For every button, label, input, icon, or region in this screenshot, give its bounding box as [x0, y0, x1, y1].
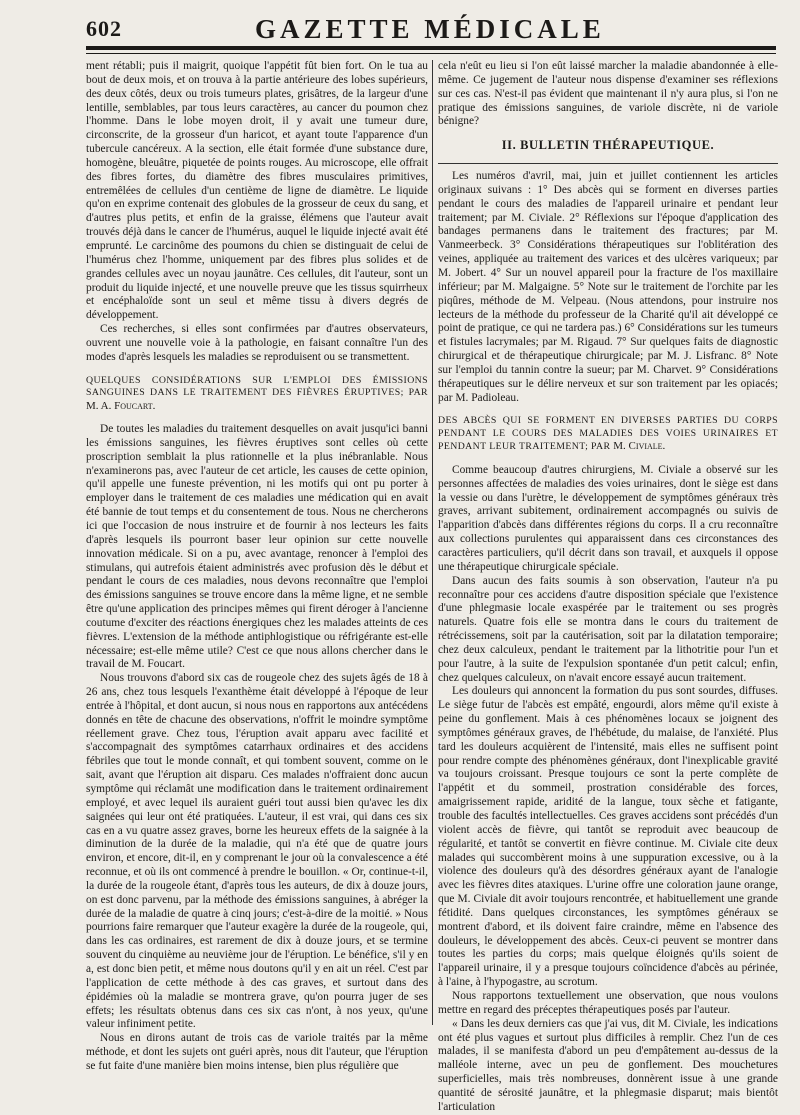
- paragraph: cela n'eût eu lieu si l'on eût laissé marcher la maladie abandonnée à elle-même. Ce jugement de l'auteur nous dispense d'examiner ses réflexions sur ces cas. N'est-il pas évident que maintenant il n'y aura plus, si l'on ne pratique des émissions sanguines, de variole discrète, ni de variole bénigne?: [438, 60, 778, 128]
- column-divider: [432, 60, 433, 1025]
- paragraph: Les numéros d'avril, mai, juin et juillet contiennent les articles originaux suivans : 1° Des abcès qui se forment en diverses parties pendant le cours des maladies de l'appareil urinaire et pendant leur traitement; par M. Civiale. 2° Réflexions sur l'époque d'application des bandages permanens dans le traitement des fractures; par M. Vanmeerbeck. 3° Considérations thérapeutiques sur l'oblitération des veines, appliquée au traitement des varices et des ulcères variqueux; par M. Jobert. 4° Sur un nouvel appareil pour la fracture de l'os maxillaire inférieur; par M. Malgaigne. 5° Note sur le traitement de l'orchite par les piqûres, méthode de M. Velpeau. (Nous attendons, pour instruire nos lecteurs de la méthode du professeur de la Charité qu'il ait développé ce point de pratique, ce qui ne tardera pas.) 6° Considérations sur les tumeurs et fistules lacrymales; par M. Rigaud. 7° Sur quelques faits de diagnostic chirurgical et de thérapeutique chirurgicale; par M. J. Lisfranc. 8° Note sur l'emploi du tannin contre la sueur; par M. Charvet. 9° Considérations thérapeutiques sur le délire nerveux et sur son traitement par les opiacés; par M. Padioleau.: [438, 170, 778, 404]
- paragraph: « Dans les deux derniers cas que j'ai vus, dit M. Civiale, les indications ont été plus vagues et surtout plus difficiles à remplir. Chez l'un de ces malades, il se manifesta d'abord un peu d'empâtement au-dessus de la malléole interne, avec un peu de gonflement. Des mouchetures superficielles, mais très nombreuses, donnèrent issue à une grande quantité de sérosité jaunâtre, et la phlegmasie disparut; mais bientôt l'articulation: [438, 1017, 778, 1113]
- paragraph: Nous trouvons d'abord six cas de rougeole chez des sujets âgés de 18 à 26 ans, chez tous lesquels l'exanthème était développé à l'époque de leur entrée à l'hôpital, et dont aucun, si nous nous en rapportons aux antécédens donnés en tête de chacune des observations, n'offrit le moindre symptôme réellement grave. Chez tous, l'éruption avait apparu avec facilité et s'accompagnait des symptômes catarrhaux ordinaires et des accidens fébriles que tout le monde connaît, et qui tombent souvent, comme on le sait, avant que l'éruption ait disparu. Ces malades n'offraient donc aucun symptôme qui réclamât une modification dans le traitement ordinairement employé, et avec lequel ils auraient guéri tout aussi bien qu'avec les dix saignées qui leur ont été pratiquées. L'auteur, il est vrai, qui dans ces six cas en a vu quatre assez graves, borne les heureux effets de la saignée à la diminution de la durée de la maladie, qui n'a été que de quatre jours environ, et encore, dit-il, en y comprenant le jour où la convalescence a été reconnue, et où ils ont commencé à prendre le bouillon. « Or, continue-t-il, la durée de la rougeole étant, d'après tous les auteurs, de dix à douze jours, on est donc parvenu, par la méthode des émissions sanguines, à abréger la durée de la maladie de quatre à cinq jours; c'est-à-dire de la moitié. » Nous pourrions faire remarquer que l'auteur exagère la durée de la rougeole, qui, dans les cas ordinaires, est rarement de dix à douze jours, et se termine souvent du cinquième au neuvième jour de l'éruption. Le bénéfice, s'il y en a, est donc bien petit, et même nous doutons qu'il y en ait un réel. C'est par l'application de cette méthode à des cas graves, et surtout dans des épidémies où la maladie se montrera grave, qu'on pourra juger de ses effets; les résultats obtenus dans ces six cas n'ont, à nos yeux, qu'une valeur infiniment petite.: [86, 672, 428, 1031]
- header-rule-thin: [86, 53, 776, 54]
- paragraph: Nous en dirons autant de trois cas de variole traités par la même méthode, et dont les sujets ont guéri après, nous dit l'auteur, que l'éruption se fut faite d'une manière bien moins intense, bien plus régulière que: [86, 1032, 428, 1072]
- article-author: M. A. Foucart.: [86, 399, 156, 412]
- section-heading: II. BULLETIN THÉRAPEUTIQUE.: [501, 138, 715, 153]
- header-rule-thick: [86, 46, 776, 50]
- article-heading-text: DES ABCÈS QUI SE FORMENT EN DIVERSES PARTIES DU CORPS PENDANT LE COURS DES MALADIES DES VOIES URINAIRES ET PENDANT LEUR TRAITEMENT; PAR: [438, 415, 778, 453]
- section-rule: [438, 163, 778, 164]
- paragraph: De toutes les maladies du traitement desquelles on avait jusqu'ici banni les émissions sanguines, les fièvres éruptives sont celles où cette proscription semblait la plus rationnelle et la plus inébranlable. Nous n'examinerons pas, avec l'auteur de cet article, les causes de cette opinion, qu'il appelle une funeste prévention, ni les motifs qui ont pu porter à employer dans le traitement de ces maladies une médication qui en avait été bannie de tout temps et du consentement de tous. Nous ne chercherons ici que l'occasion de nous instruire et de fournir à nos lecteurs les faits d'après lesquels ils pourront baser leur opinion sur cette nouvelle innovation médicale. Si on a pu, avec avantage, renoncer à l'emploi des stimulans, qui autrefois étaient administrés avec profusion dès le début et pendant le cours de ces maladies, nous devons reconnaître que l'emploi des émissions sanguines se trouve encore dans la même ligne, et ne semble être qu'une application des principes mêmes qui firent déroger à l'ancienne coutume d'exciter des réactions énergiques chez les malades atteints de ces fièvres. L'extension de la méthode antiphlogistique ou réfrigérante est-elle nécessaire; est-elle même utile? C'est ce que nous allons chercher dans le travail de M. Foucart.: [86, 423, 428, 671]
- page-number: 602: [86, 16, 122, 41]
- paragraph: Nous rapportons textuellement une observation, que nous voulons mettre en regard des préceptes thérapeutiques posés par l'auteur.: [438, 989, 778, 1016]
- article-heading: [86, 375, 428, 414]
- paragraph: Comme beaucoup d'autres chirurgiens, M. Civiale a observé sur les personnes affectées de maladies des voies urinaires, dont le siège est dans la vessie ou dans l'urètre, le développement de symptômes généraux très graves, arrivant subitement, ordinairement accompagnés ou suivis de l'apparition d'abcès dans différentes régions du corps. Il a cru reconnaître aux collections purulentes qui apparaissent dans ces circonstances des caractères particuliers, qu'il décrit dans son travail, et auxquels il oppose une thérapeutique chirurgicale spéciale.: [438, 463, 778, 573]
- article-heading-text: QUELQUES CONSIDÉRATIONS SUR L'EMPLOI DES ÉMISSIONS SANGUINES DANS LE TRAITEMENT DES FIÈVRES ÉRUPTIVES; PAR: [86, 374, 428, 399]
- paragraph: Ces recherches, si elles sont confirmées par d'autres observateurs, ouvrent une nouvelle voie à la pathologie, en faisant connaître l'un des modes d'après lesquels les maladies se reproduisent ou se transmettent.: [86, 323, 428, 363]
- left-column: [86, 60, 428, 1072]
- article-heading: [438, 415, 778, 454]
- journal-title: GAZETTE MÉDICALE: [255, 14, 605, 44]
- paragraph: Les douleurs qui annoncent la formation du pus sont sourdes, diffuses. Le siège futur de l'abcès est empâté, engourdi, alors même qu'il existe à peine du gonflement. Mais à ces phénomènes locaux se joignent des symptômes généraux graves, de l'hébétude, du malaise, de l'anxiété. Plus tard les douleurs acquièrent de l'intensité, mais elles ne suffisent point pour rendre compte des phénomènes généraux, dont l'inexplicable gravité va toujours croissant. Presque toujours ce sont la perte complète de l'appétit et du sommeil, prostration considérable des forces, amaigrissement rapide, aridité de la langue, toux sèche et fatigante, trouble des facultés intellectuelles. Ces graves accidens sont précédés d'un violent accès de fièvre, qui tantôt se reproduit avec beaucoup de régularité, et tantôt se convertit en fièvre continue. M. Civiale cite deux malades qui succombèrent moins à une suppuration excessive, ou à la violence des douleurs qu'à des désordres généraux ayant de l'analogie avec les fièvres dites ataxiques. L'urine offre une coloration jaune orange, que M. Civiale dit avoir toujours rencontrée, et habituellement une grande fétidité. Dans quelques circonstances, les symptômes généraux se montrent d'abord, et ils doivent faire craindre, même en l'absence des douleurs, le développement des abcès. Ceux-ci peuvent se montrer dans toutes les parties du corps; mais quelque éloignés qu'ils soient de l'appareil urinaire, il y a presque toujours coïncidence d'abcès au périnée, à l'aine, à l'hypogastre, au scrotum.: [438, 685, 778, 989]
- article-author: M. Civiale.: [613, 440, 666, 453]
- paragraph: ment rétabli; puis il maigrit, quoique l'appétit fût bien fort. On le tua au bout de deux mois, et on trouva à la partie antérieure des lobes supérieurs, des deux côtés, deux ou trois tumeurs plates, grisâtres, de la largeur d'une lentille, semblables, par tous leurs caractères, au cancer du poumon chez l'homme. Dans le lobe moyen droit, il y avait une tumeur dure, circonscrite, de la grosseur d'un haricot, et ayant toute l'apparence d'un tubercule cancéreux. A la section, elle était formée d'une substance dure, homogène, bleuâtre, piquetée de points rouges. Au microscope, elle offrait des fibres fortes, du diamètre des fibres musculaires primitives, entremêlées de cellules d'un centième de ligne de diamètre. Le liquide qu'on en exprime contenait des globules de la grosseur de ceux du sang, et d'autres plus petits, et enfin de la graisse, élémens que l'auteur avait trouvés déjà dans le cancer de l'humérus, auquel le liquide injecté avait été emprunté. Le carcinôme des poumons du chien se distinguait de celui de l'humérus chez l'homme, uniquement par des fibres plus solides et de grandes cellules avec un noyau jaunâtre. Ces cellules, dit l'auteur, sont un produit du liquide injecté, et une nouvelle preuve que les tissus squirrheux et encéphaloïde sont un seul et même tissu à divers degrés de développement.: [86, 60, 428, 322]
- right-column: [438, 60, 778, 1113]
- paragraph: Dans aucun des faits soumis à son observation, l'auteur n'a pu reconnaître pour ces accidens d'autre disposition spéciale que l'existence d'une phlegmasie locale exaspérée par le traitement ou ses progrès naturels. Quatre fois elle se montra dans le cours du traitement de rétrécissemens, soit par la cautérisation, soit par la dilatation temporaire; chez deux calculeux, pendant le traitement par la lithotritie pour l'un et pour l'autre, à la suite de l'expulsion spontanée d'un petit calcul; enfin, chez quelques calculeux, on n'avait encore essayé aucun traitement.: [438, 574, 778, 684]
